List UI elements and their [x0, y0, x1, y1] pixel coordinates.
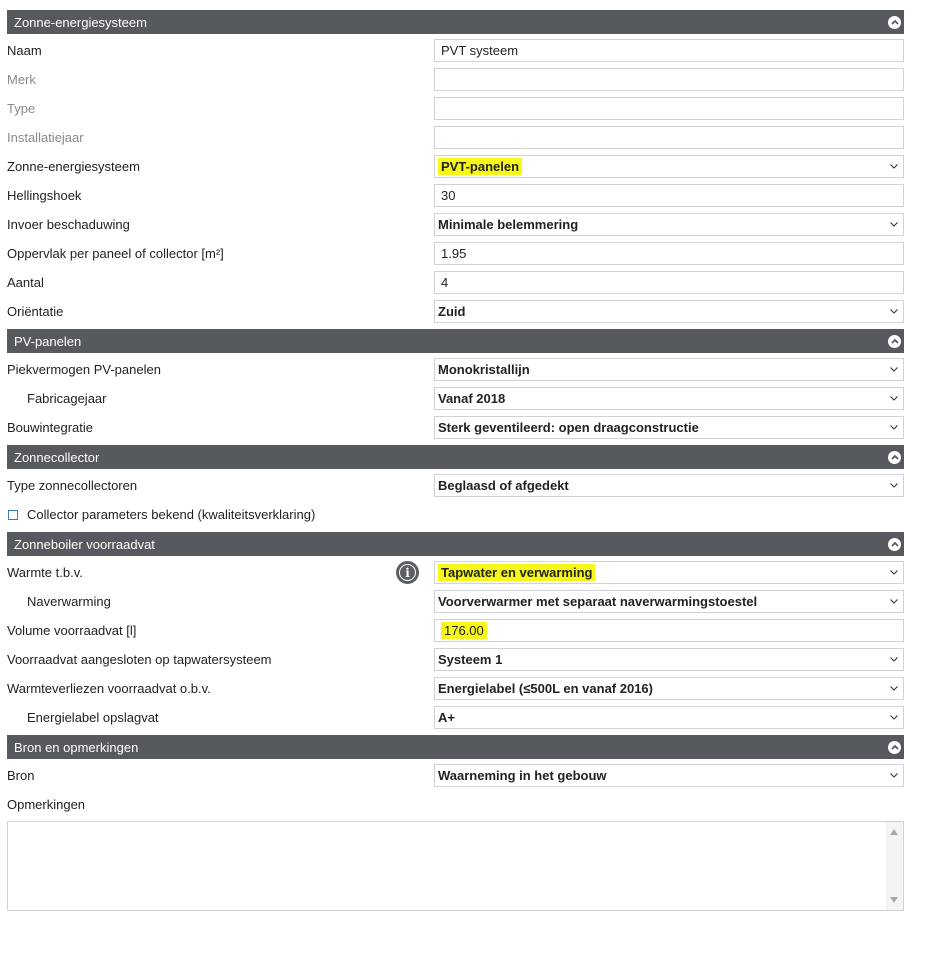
chevron-down-icon: [889, 161, 899, 171]
row-bouwintegratie: [7, 413, 904, 442]
scroll-up-icon[interactable]: [890, 829, 898, 835]
warmte-label: Warmte t.b.v.: [7, 565, 83, 580]
energielabel-select[interactable]: A+: [434, 706, 904, 729]
row-piekvermogen: [7, 355, 904, 384]
orientatie-label: Oriëntatie: [7, 304, 64, 319]
aantal-label: Aantal: [7, 275, 44, 290]
chevron-down-icon: [889, 422, 899, 432]
row-type: [7, 94, 904, 123]
bron-label: Bron: [7, 768, 35, 783]
naam-label: Naam: [7, 43, 42, 58]
fabricagejaar-label: Fabricagejaar: [27, 391, 107, 406]
section-header-bron[interactable]: [7, 735, 904, 759]
piekvermogen-select[interactable]: Monokristallijn: [434, 358, 904, 381]
collapse-icon[interactable]: [888, 335, 901, 348]
row-opmerkingen: [7, 790, 904, 818]
chevron-down-icon: [889, 683, 899, 693]
chevron-down-icon: [889, 596, 899, 606]
row-warmteverliezen: [7, 674, 904, 703]
selected-value: Tapwater en verwarming: [438, 564, 595, 581]
installatiejaar-label: Installatiejaar: [7, 130, 84, 145]
chevron-down-icon: [889, 219, 899, 229]
section-header-zonnecollector[interactable]: [7, 445, 904, 469]
beschaduwing-select[interactable]: Minimale belemmering: [434, 213, 904, 236]
bron-select[interactable]: Waarneming in het gebouw: [434, 764, 904, 787]
volume-label: Volume voorraadvat [l]: [7, 623, 137, 638]
type-input[interactable]: [434, 97, 904, 120]
collapse-icon[interactable]: [888, 16, 901, 29]
section-header-zonneboiler[interactable]: [7, 532, 904, 556]
row-naverwarming: [7, 587, 904, 616]
hellingshoek-label: Hellingshoek: [7, 188, 82, 203]
aangesloten-select[interactable]: Systeem 1: [434, 648, 904, 671]
section-title: Zonne-energiesysteem: [14, 14, 147, 30]
warmteverliezen-select[interactable]: Energielabel (≤500L en vanaf 2016): [434, 677, 904, 700]
energielabel-label: Energielabel opslagvat: [27, 710, 159, 725]
installatiejaar-input[interactable]: [434, 126, 904, 149]
bouwintegratie-select[interactable]: Sterk geventileerd: open draagconstructie: [434, 416, 904, 439]
collapse-icon[interactable]: [888, 538, 901, 551]
naverwarming-select[interactable]: Voorverwarmer met separaat naverwarmingstoestel: [434, 590, 904, 613]
chevron-down-icon: [889, 364, 899, 374]
naam-input[interactable]: PVT systeem: [434, 39, 904, 62]
opmerkingen-textarea[interactable]: [7, 821, 904, 911]
naverwarming-label: Naverwarming: [27, 594, 111, 609]
type-zonnecollectoren-select[interactable]: Beglaasd of afgedekt: [434, 474, 904, 497]
info-icon[interactable]: i: [396, 561, 419, 584]
chevron-down-icon: [889, 654, 899, 664]
section-title: Bron en opmerkingen: [14, 739, 139, 755]
row-bron: [7, 761, 904, 790]
selected-value: PVT-panelen: [438, 158, 522, 175]
row-orientatie: [7, 297, 904, 326]
row-merk: [7, 65, 904, 94]
merk-input[interactable]: [434, 68, 904, 91]
row-fabricagejaar: [7, 384, 904, 413]
collapse-icon[interactable]: [888, 451, 901, 464]
row-aantal: [7, 268, 904, 297]
aangesloten-label: Voorraadvat aangesloten op tapwatersysteem: [7, 652, 272, 667]
bouwintegratie-label: Bouwintegratie: [7, 420, 93, 435]
form: [7, 10, 904, 911]
collector-parameters-checkbox[interactable]: [8, 510, 18, 520]
section-header-zonne-energiesysteem[interactable]: [7, 10, 904, 34]
row-hellingshoek: [7, 181, 904, 210]
chevron-down-icon: [889, 306, 899, 316]
zonne-energiesysteem-label: Zonne-energiesysteem: [7, 159, 140, 174]
warmte-select[interactable]: [434, 561, 904, 584]
section-header-pv-panelen[interactable]: [7, 329, 904, 353]
opmerkingen-label: Opmerkingen: [7, 796, 86, 812]
section-title: Zonnecollector: [14, 449, 100, 465]
zonne-energiesysteem-select[interactable]: [434, 155, 904, 178]
row-energielabel: [7, 703, 904, 732]
volume-input[interactable]: [434, 619, 904, 642]
collector-parameters-label: Collector parameters bekend (kwaliteitsverklaring): [27, 507, 316, 522]
orientatie-select[interactable]: Zuid: [434, 300, 904, 323]
oppervlak-input[interactable]: 1.95: [434, 242, 904, 265]
aantal-input[interactable]: 4: [434, 271, 904, 294]
collapse-icon[interactable]: [888, 741, 901, 754]
beschaduwing-label: Invoer beschaduwing: [7, 217, 130, 232]
row-type-zonnecollectoren: [7, 471, 904, 500]
chevron-down-icon: [889, 480, 899, 490]
row-warmte: [7, 558, 904, 587]
row-oppervlak: [7, 239, 904, 268]
scrollbar[interactable]: [886, 822, 903, 910]
chevron-down-icon: [889, 393, 899, 403]
section-title: Zonneboiler voorraadvat: [14, 536, 155, 552]
warmteverliezen-label: Warmteverliezen voorraadvat o.b.v.: [7, 681, 211, 696]
merk-label: Merk: [7, 72, 36, 87]
row-collector-parameters: [7, 500, 904, 529]
row-beschaduwing: [7, 210, 904, 239]
type-zonnecollectoren-label: Type zonnecollectoren: [7, 478, 138, 493]
row-installatiejaar: [7, 123, 904, 152]
chevron-down-icon: [889, 770, 899, 780]
row-aangesloten: [7, 645, 904, 674]
piekvermogen-label: Piekvermogen PV-panelen: [7, 362, 161, 377]
chevron-down-icon: [889, 712, 899, 722]
row-volume: [7, 616, 904, 645]
oppervlak-label: Oppervlak per paneel of collector [m²]: [7, 246, 224, 261]
row-zonne-energiesysteem: [7, 152, 904, 181]
scroll-down-icon[interactable]: [890, 897, 898, 903]
type-label: Type: [7, 101, 36, 116]
fabricagejaar-select[interactable]: Vanaf 2018: [434, 387, 904, 410]
volume-value: 176.00: [441, 622, 487, 639]
row-naam: [7, 36, 904, 65]
chevron-down-icon: [889, 567, 899, 577]
hellingshoek-input[interactable]: 30: [434, 184, 904, 207]
section-title: PV-panelen: [14, 333, 82, 349]
